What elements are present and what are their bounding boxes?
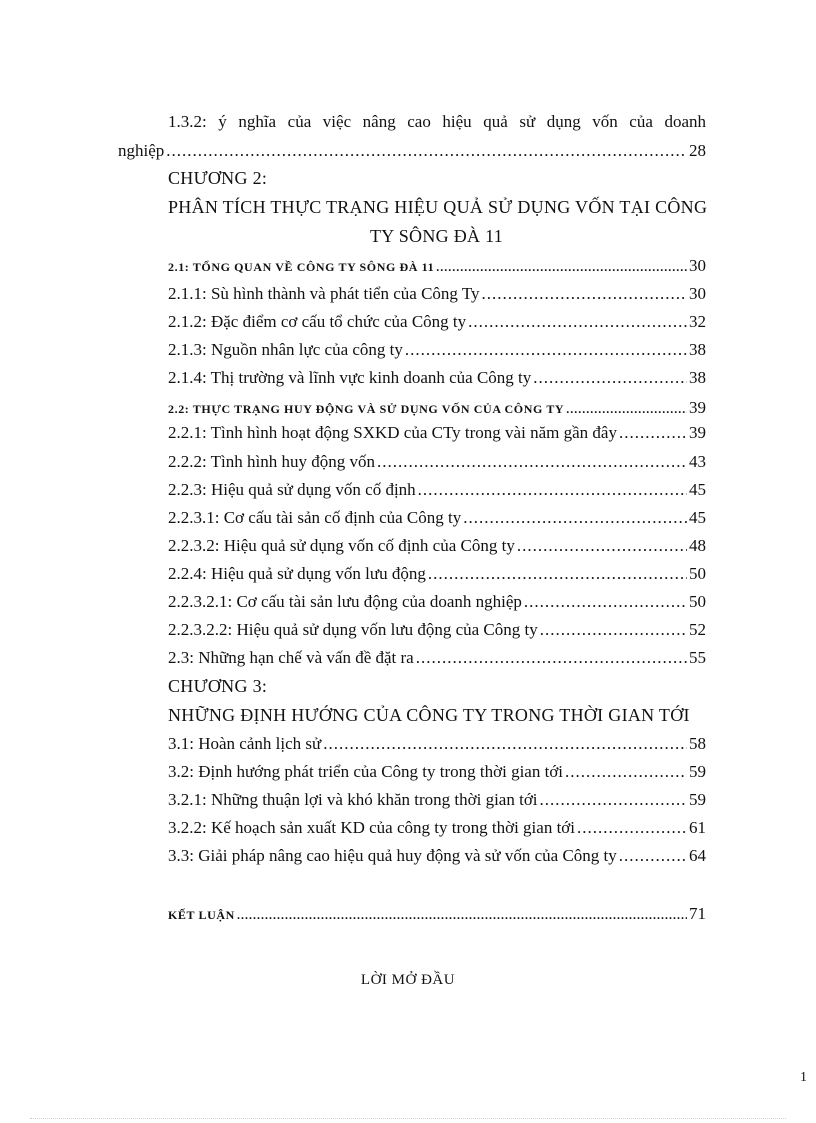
toc-entry-page: 39 [689,398,706,417]
leader-dots [463,508,687,528]
toc-entry[interactable] [168,312,706,332]
toc-entry[interactable] [168,648,706,668]
toc-entry-page: 38 [689,340,706,359]
leader-dots [566,399,687,419]
toc-entry-label: 2.2.3.2: Hiệu quả sử dụng vốn cố định của Công ty [168,536,515,555]
toc-entry[interactable] [168,398,706,419]
toc-entry-label: 2.2.3: Hiệu quả sử dụng vốn cố định [168,480,416,499]
leader-dots [416,648,687,668]
leader-dots [418,480,687,500]
toc-entry-label: nghiệp [118,141,165,160]
toc-entry[interactable] [168,256,706,277]
toc-entry[interactable] [168,846,706,866]
toc-entry[interactable] [168,536,706,556]
toc-entry-page: 71 [689,904,706,923]
toc-entry-page: 61 [689,818,706,837]
toc-entry[interactable] [168,762,706,782]
toc-entry-page: 64 [689,846,706,865]
leader-dots [428,564,687,584]
toc-entry[interactable] [168,368,706,388]
toc-entry[interactable] [168,284,706,304]
toc-entry-page: 59 [689,790,706,809]
toc-entry-page: 38 [689,368,706,387]
toc-entry-label: 2.2.3.2.1: Cơ cấu tài sản lưu động của doanh nghiệp [168,592,522,611]
page-bottom-rule [30,1118,786,1119]
toc-entry-page: 30 [689,256,706,275]
leader-dots [377,452,687,472]
chapter2-label: CHƯƠNG 2: [168,168,268,188]
chapter3-title: NHỮNG ĐỊNH HƯỚNG CỦA CÔNG TY TRONG THỜI GIAN TỚI [168,705,690,725]
toc-entry-label: 3.2: Định hướng phát triển của Công ty trong thời gian tới [168,762,564,781]
toc-entry-label: 3.2.2: Kế hoạch sản xuất KD của công ty trong thời gian tới [168,818,576,837]
toc-entry-conclusion[interactable] [168,904,706,925]
toc-entry-label: 3.3: Giải pháp nâng cao hiệu quả huy động và sử vốn của Công ty [168,846,617,865]
toc-entry-label: 2.1: TỔNG QUAN VỀ CÔNG TY SÔNG ĐÀ 11 [168,260,435,274]
toc-entry[interactable] [168,818,706,838]
leader-dots [482,284,687,304]
toc-entry[interactable] [168,423,706,443]
toc-entry-label: 2.2.3.2.2: Hiệu quả sử dụng vốn lưu động của Công ty [168,620,538,639]
toc-entry-label: 2.3: Những hạn chế và vấn đề đặt ra [168,648,414,667]
toc-entry[interactable] [168,620,706,640]
toc-entry-label: 2.1.2: Đặc điểm cơ cấu tổ chức của Công ty [168,312,467,331]
toc-entry[interactable] [168,452,706,472]
chapter3-label: CHƯƠNG 3: [168,676,268,696]
leader-dots [577,818,687,838]
leader-dots [323,734,687,754]
toc-entry-page: 45 [689,480,706,499]
toc-entry[interactable] [168,564,706,584]
leader-dots [524,592,687,612]
toc-entry-page: 28 [689,141,706,160]
toc-entry-page: 58 [689,734,706,753]
toc-entry-page: 52 [689,620,706,639]
toc-entry-page: 45 [689,508,706,527]
toc-entry-label: KẾT LUẬN [168,908,235,922]
leader-dots [540,620,687,640]
chapter2-title-line2: TY SÔNG ĐÀ 11 [370,226,504,246]
toc-entry-label: 2.2.2: Tình hình huy động vốn [168,452,375,471]
leader-dots [533,368,687,388]
toc-entry-label: 2.1.1: Sù hình thành và phát tiển của Công Ty [168,284,480,303]
leader-dots [468,312,687,332]
leader-dots [166,141,687,161]
toc-entry-page: 32 [689,312,706,331]
leader-dots [405,340,687,360]
toc-entry-page: 30 [689,284,706,303]
toc-entry-label: 2.2.1: Tình hình hoạt động SXKD của CTy trong vài năm gần đây [168,423,617,442]
toc-entry-page: 50 [689,592,706,611]
toc-entry[interactable] [168,340,706,360]
leader-dots [619,423,687,443]
toc-entry-label: 2.2.4: Hiệu quả sử dụng vốn lưu động [168,564,426,583]
toc-intro-line1: 1.3.2: ý nghĩa của việc nâng cao hiệu quả sử dụng vốn của doanh [168,112,706,131]
toc-entry-label: 2.2.3.1: Cơ cấu tài sản cố định của Công ty [168,508,462,527]
toc-entry[interactable] [168,592,706,612]
leader-dots [619,846,687,866]
toc-entry-page: 48 [689,536,706,555]
toc-entry-page: 55 [689,648,706,667]
toc-entry-page: 43 [689,452,706,471]
toc-entry[interactable] [168,734,706,754]
leader-dots [517,536,687,556]
toc-entry-page: 50 [689,564,706,583]
toc-entry[interactable] [168,790,706,810]
toc-entry[interactable] [168,508,706,528]
leader-dots [237,905,687,925]
toc-entry-label: 2.2: THỰC TRẠNG HUY ĐỘNG VÀ SỬ DỤNG VỐN CỦA CÔNG TY [168,402,565,416]
toc-entry-label: 2.1.3: Nguồn nhân lực của công ty [168,340,403,359]
page-number: 1 [800,1070,807,1085]
preface-title: LỜI MỞ ĐẦU [360,972,456,988]
toc-intro-line2[interactable] [118,141,706,161]
toc-entry-page: 59 [689,762,706,781]
chapter2-title-line1: PHÂN TÍCH THỰC TRẠNG HIỆU QUẢ SỬ DỤNG VỐN TẠI CÔNG [168,197,708,217]
leader-dots [436,257,687,277]
toc-entry-page: 39 [689,423,706,442]
leader-dots [540,790,687,810]
toc-entry-label: 3.2.1: Những thuận lợi và khó khăn trong thời gian tới [168,790,538,809]
toc-entry[interactable] [168,480,706,500]
toc-entry-label: 2.1.4: Thị trường và lĩnh vực kinh doanh của Công ty [168,368,532,387]
leader-dots [565,762,687,782]
toc-entry-label: 3.1: Hoàn cảnh lịch sử [168,734,322,753]
